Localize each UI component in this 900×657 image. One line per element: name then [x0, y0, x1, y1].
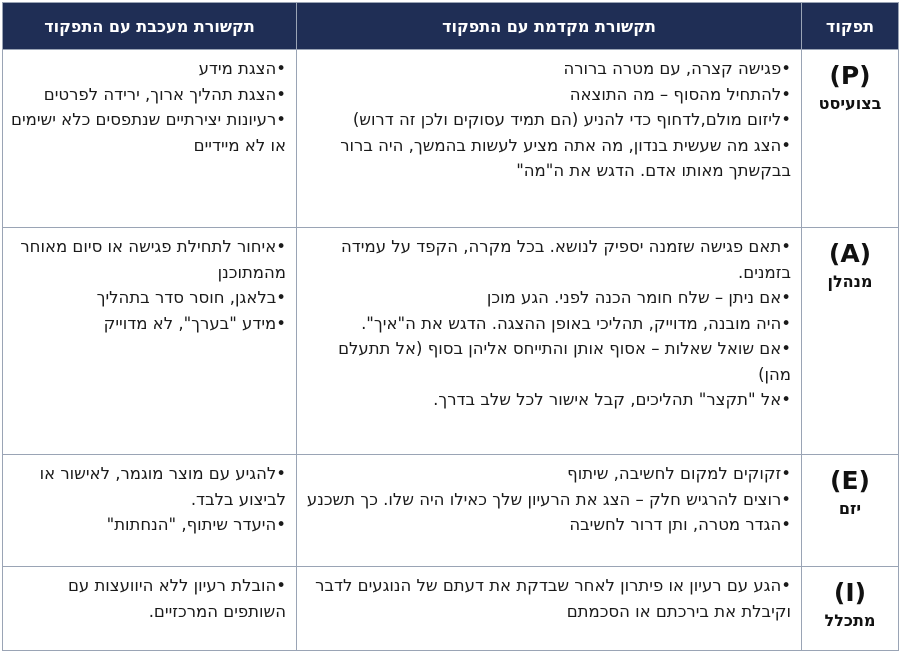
list-item: •מידע "בערך", לא מדוייק — [103, 313, 286, 333]
table-row — [3, 455, 899, 567]
role-letter: (E) — [830, 466, 870, 495]
inhibiting-cell — [3, 567, 297, 651]
inhibiting-cell — [3, 50, 297, 228]
roles-communication-table — [2, 2, 899, 651]
header-promoting: תקשורת מקדמת עם התפקוד — [297, 3, 802, 50]
list-item: •אם ניתן – שלח חומר הכנה לפני. הגע מוכן — [486, 288, 791, 307]
promoting-cell — [297, 50, 802, 228]
list-item: •היעדר שיתוף, "הנחתות" — [106, 515, 286, 534]
promoting-cell — [297, 567, 802, 651]
list-item: •להתחיל מהסוף – מה התוצאה — [569, 84, 791, 104]
header-row — [3, 3, 899, 50]
list-item: •הצג מה שעשית בנדון, מה אתה מציע לעשות בהמשך, היה ברור בבקשתך מאותו אדם. הדגש את ה"מה" — [340, 135, 791, 180]
list-item: •הגע עם רעיון או פיתרון לאחר שבדקת את דעתם של הנוגעים לדבר וקיבלת את בירכתם או הסכמתם — [315, 576, 791, 621]
list-item: •רעיונות יצירתיים שנתפסים כלא ישימים או לא מיידיים — [11, 110, 286, 155]
list-item: •רוצים להרגיש חלק – הצג את הרעיון שלך כאילו היה שלו. כך תשכנע — [306, 489, 791, 509]
role-letter: (I) — [833, 578, 867, 607]
table-row — [3, 228, 899, 455]
header-inhibiting: תקשורת מעכבת עם התפקוד — [3, 3, 297, 50]
list-item: •הצגת תהליך ארוך, ירידה לפרטים — [43, 84, 286, 104]
list-item: •הגדר מטרה, ותן דרור לחשיבה — [569, 515, 791, 534]
role-cell — [802, 228, 899, 455]
table-row — [3, 567, 899, 651]
role-name: בצועיסט — [818, 94, 882, 113]
table-row — [3, 50, 899, 228]
inhibiting-cell — [3, 228, 297, 455]
role-letter: (P) — [829, 61, 871, 90]
list-item: •אם שואל שאלות – אסוף אותן והתייחס אליהן בסוף (אל תתעלם מהן) — [338, 339, 791, 384]
list-item: •בלאגן, חוסר סדר בתהליך — [96, 288, 286, 307]
header-role: תפקוד — [802, 3, 899, 50]
role-cell — [802, 567, 899, 651]
role-name: מנהלן — [827, 272, 873, 291]
promoting-cell — [297, 228, 802, 455]
list-item: •היה מובנה, מדוייק, תהליכי באופן ההצגה. הדגש את ה"איך". — [361, 313, 791, 333]
role-cell — [802, 455, 899, 567]
list-item: •להגיע עם מוצר מוגמר, לאישור או לביצוע בלבד. — [39, 464, 286, 509]
list-item: •איחור לתחילת פגישה או סיום מאוחר מהמתוכנן — [20, 237, 286, 282]
list-item: •אל "תקצר" תהליכים, קבל אישור לכל שלב בדרך. — [433, 390, 791, 409]
list-item: •הובלת רעיון ללא היוועצות עם השותפים המרכזיים. — [67, 576, 286, 621]
role-letter: (A) — [828, 239, 872, 268]
list-item: •זקוקים למקום לחשיבה, שיתוף — [567, 464, 791, 483]
inhibiting-cell — [3, 455, 297, 567]
promoting-cell — [297, 455, 802, 567]
role-name: יזם — [838, 499, 862, 518]
role-name: מתכלל — [824, 611, 876, 630]
list-item: •תאם פגישה שזמנה יספיק לנושא. בכל מקרה, הקפד על עמידה בזמנים. — [341, 237, 791, 282]
role-cell — [802, 50, 899, 228]
list-item: •פגישה קצרה, עם מטרה ברורה — [563, 59, 791, 78]
list-item: •הצגת מידע — [198, 59, 286, 78]
list-item: •ליזום מולם,לדחוף כדי להניע (הם תמיד עסוקים ולכן זה דרוש) — [352, 110, 791, 129]
